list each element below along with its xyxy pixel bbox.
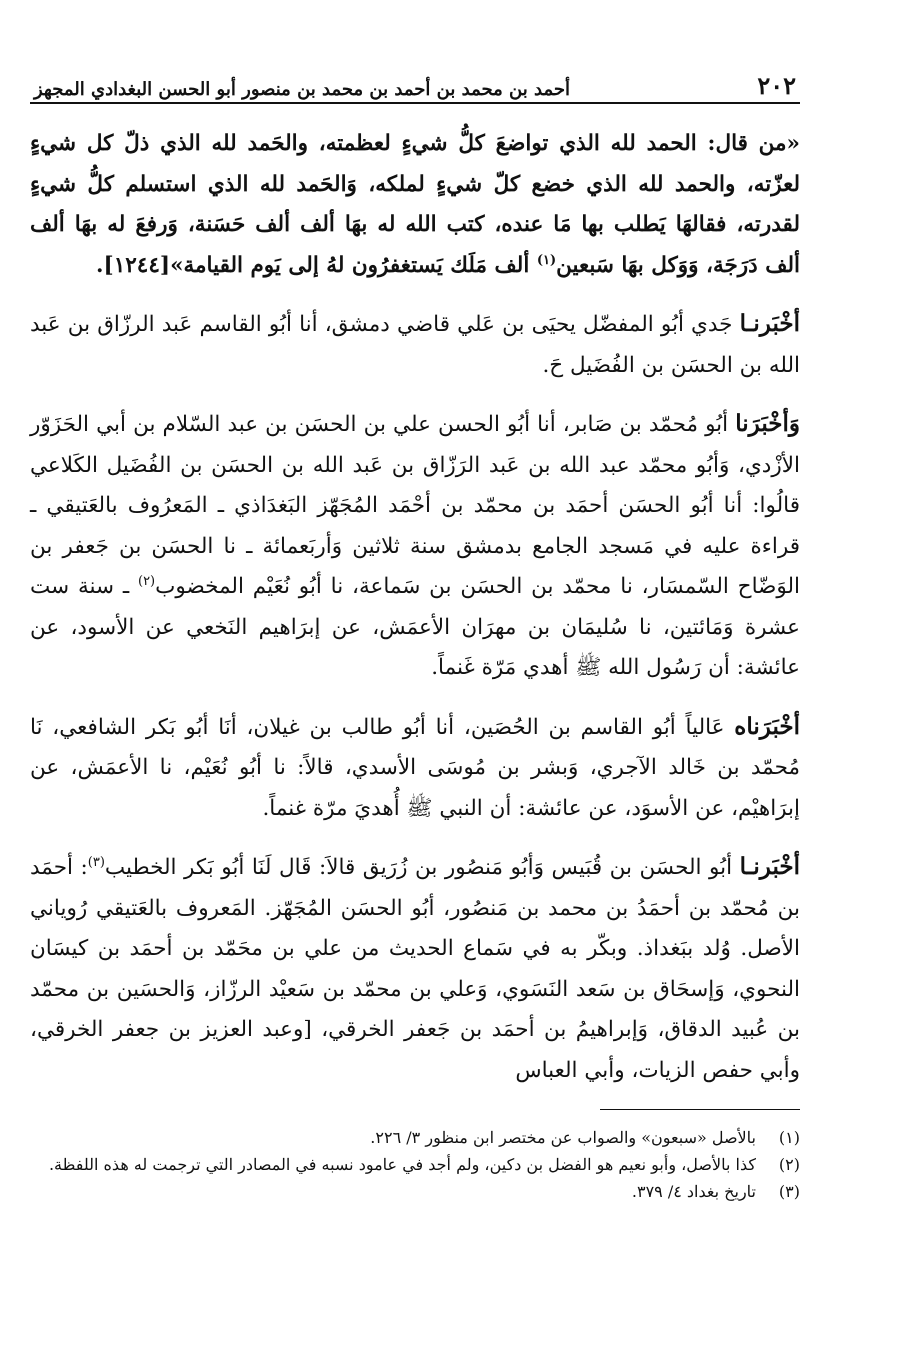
paragraph-text: عَالياً أبُو القاسم بن الحُصَين، أنا أبُو طالب بن غيلان، أنَا أبُو بَكر الشافعي، نَا مُحمّد بن خَالد الآجري، وَبشر بن مُوسَى الأسدي، قالاً: نا أبُو نُعَيْم، نا الأعمَش، عن إبرَاهيْم، عن الأسوَد، عن عائشة: أن النبي ﷺ أُهديَ مرّة غنماً. [30,714,800,821]
footnote-text: كذا بالأصل، وأبو نعيم هو الفضل بن دكين، ولم أجد في عامود نسبه في المصادر التي ترجمت له هذه اللفظة. [48,1155,756,1174]
footnote-separator [600,1109,800,1110]
paragraph-5 [30,847,800,1091]
paragraph-text-after: ألف مَلَك يَستغفرُون لهُ إلى يَوم القيامة»[١٢٤٤]. [96,252,530,278]
paragraph-text: أبُو مُحمّد بن صَابر، أنا أبُو الحسن علي بن الحسَن بن عبد السّلام بن أبي الحَزَوّر الأزْدي، وَأبُو محمّد عبد الله بن عَبد الرَزّاق بن عَبد الله بن الحسَن بن الفُضَيل الكَلاعي قالُوا: أنا أبُو الحسَن أحمَد بن محمّد بن أحْمَد المُجَهّز البَغدَاذي ـ المَعرُوف بالعَتيقي ـ قراءة عليه في مَسجد الجامع بدمشق سنة ثلاثين وَأربَعمائة ـ نا الحسَن بن جَعفر بن الوَضّاح السّمسَار، نا محمّد بن الحسَن بن سَماعة، نا أبُو نُعَيْم المخضوب [30,412,801,599]
paragraph-text-after: ـ سنة ست عشرة وَمَائتين، نا سُليمَان بن مهرَان الأعمَش، عن إبرَاهيم النَخعي عن الأسود، عن عائشة: أن رَسُول الله ﷺ أهدي مَرّة غَنماً. [30,574,800,680]
footnote-number: (٢) [778,1155,800,1174]
footnote-number: (١) [778,1128,800,1147]
footnote-1 [30,1124,800,1151]
book-page [30,58,800,1205]
paragraph-lead: أخْبَرنـا [739,310,800,337]
footnote-2 [30,1151,800,1178]
paragraph-4 [30,707,800,830]
footnote-text: بالأصل «سبعون» والصواب عن مختصر ابن منظور ٣/ ٢٢٦. [370,1128,756,1147]
footnote-3 [30,1178,800,1205]
paragraph-text-after: : أحمَد بن مُحمّد بن أحمَدُ بن محمد بن مَنصُور، أبُو الحسَن المُجَهّز. المَعروف بالعَتيقي رُوياني الأصل. وُلد ببَغداذ. وبكّر به في سَماع الحديث من علي بن محَمّد بن أحمَد بن كيسَان النحوي، وَإسحَاق بن سَعد النَسَوي، وَعلي بن محمّد بن سَعيْد الرزّاز، وَالحسَين بن محمّد بن عُبيد الدقاق، وَإبراهيمُ بن أحمَد بن جَعفر الخرقي، [وعبد العزيز بن جعفر الخرقي، وأبي حفص الزيات، وأبي العباس [30,855,800,1083]
paragraph-2 [30,304,800,386]
paragraph-lead: أخْبَرَناه [734,712,800,740]
paragraph-text: «من قال: الحمد لله الذي تواضعَ كلُّ شيءٍ لعظمته، والحَمد لله الذي ذلّ كل شيءٍ لعزّته، والحمد لله الذي خضع كلّ شيءٍ لملكه، وَالحَمد لله الذي استسلم كلُّ شيءٍ لقدرته، فقالهَا يَطلب بها مَا عنده، كتب الله له بهَا ألف ألف حَسَنة، وَرفعَ له بهَا ألف ألف دَرَجَة، وَوَكل بهَا سَبعين [30,131,800,278]
paragraph-1 [30,124,800,286]
paragraph-text: أبُو الحسَن بن قُبَيس وَأبُو مَنصُور بن زُرَيق قالاَ: قَال لَنَا أبُو بَكر الخطيب [104,855,733,880]
paragraph-3 [30,404,800,689]
main-text [30,124,800,1091]
running-title: أحمد بن محمد بن أحمد بن محمد بن منصور أبو الحسن البغدادي المجهز [34,79,570,100]
paragraph-text: جَدي أبُو المفضّل يحيَى بن عَلي قاضي دمشق، أنا أبُو القاسم عَبد الرزّاق بن عَبد الله بن الحسَن بن الفُضَيل حَ. [30,312,800,378]
footnote-ref-2: (٢) [137,573,156,589]
footnote-text: تاريخ بغداد ٤/ ٣٧٩. [631,1182,756,1201]
footnote-number: (٣) [778,1182,800,1201]
page-number: ٢٠٢ [757,71,796,100]
footnotes [30,1124,800,1205]
footnote-ref-3: (٣) [87,854,105,870]
paragraph-lead: أخْبَرنـا [739,853,800,880]
footnote-ref-1: (١) [536,252,557,268]
paragraph-lead: وَأخْبَرَنا [735,410,800,437]
page-header [30,58,800,104]
